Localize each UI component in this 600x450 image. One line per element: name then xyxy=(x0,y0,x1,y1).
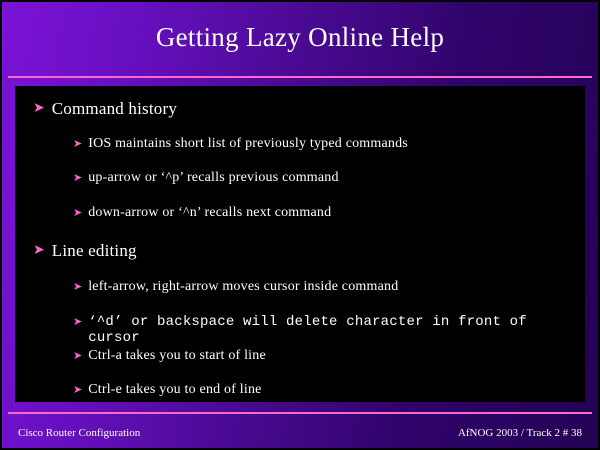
list-item xyxy=(73,205,331,221)
bullet-arrow-icon: ➤ xyxy=(73,172,83,184)
list-item xyxy=(33,99,177,119)
footer-left-text: Cisco Router Configuration xyxy=(18,427,141,439)
list-item-label: Ctrl-a takes you to start of line xyxy=(88,348,266,363)
footer-divider xyxy=(8,412,592,414)
list-item-label: Command history xyxy=(51,99,178,118)
list-item-label: Ctrl-e takes you to end of line xyxy=(88,382,262,397)
list-item xyxy=(73,136,408,152)
list-item-label: down-arrow or ‘^n’ recalls next command xyxy=(88,205,332,220)
list-item-label: left-arrow, right-arrow moves cursor inside command xyxy=(88,279,399,294)
bullet-arrow-icon: ➤ xyxy=(73,350,83,362)
list-item-label: IOS maintains short list of previously typed commands xyxy=(88,136,408,151)
list-item xyxy=(73,279,398,295)
list-item xyxy=(73,382,262,398)
list-item-label: ‘^d’ or backspace will delete character in front of cursor xyxy=(88,314,527,346)
list-item xyxy=(33,241,137,261)
bullet-arrow-icon: ➤ xyxy=(73,384,83,396)
footer-right-text: AfNOG 2003 / Track 2 # 38 xyxy=(457,427,582,439)
bullet-arrow-icon: ➤ xyxy=(73,138,83,150)
page-title: Getting Lazy Online Help xyxy=(155,22,445,52)
bullet-arrow-icon: ➤ xyxy=(33,243,45,258)
title-divider xyxy=(8,76,592,78)
list-item xyxy=(73,170,339,186)
bullet-arrow-icon: ➤ xyxy=(33,101,45,116)
list-item xyxy=(73,348,266,364)
list-item xyxy=(73,314,585,346)
bullet-arrow-icon: ➤ xyxy=(73,281,83,293)
list-item-label: up-arrow or ‘^p’ recalls previous command xyxy=(88,170,339,185)
content-panel xyxy=(15,86,585,402)
bullet-arrow-icon: ➤ xyxy=(73,207,83,219)
list-item-label: Line editing xyxy=(51,241,137,260)
bullet-arrow-icon: ➤ xyxy=(73,316,83,328)
